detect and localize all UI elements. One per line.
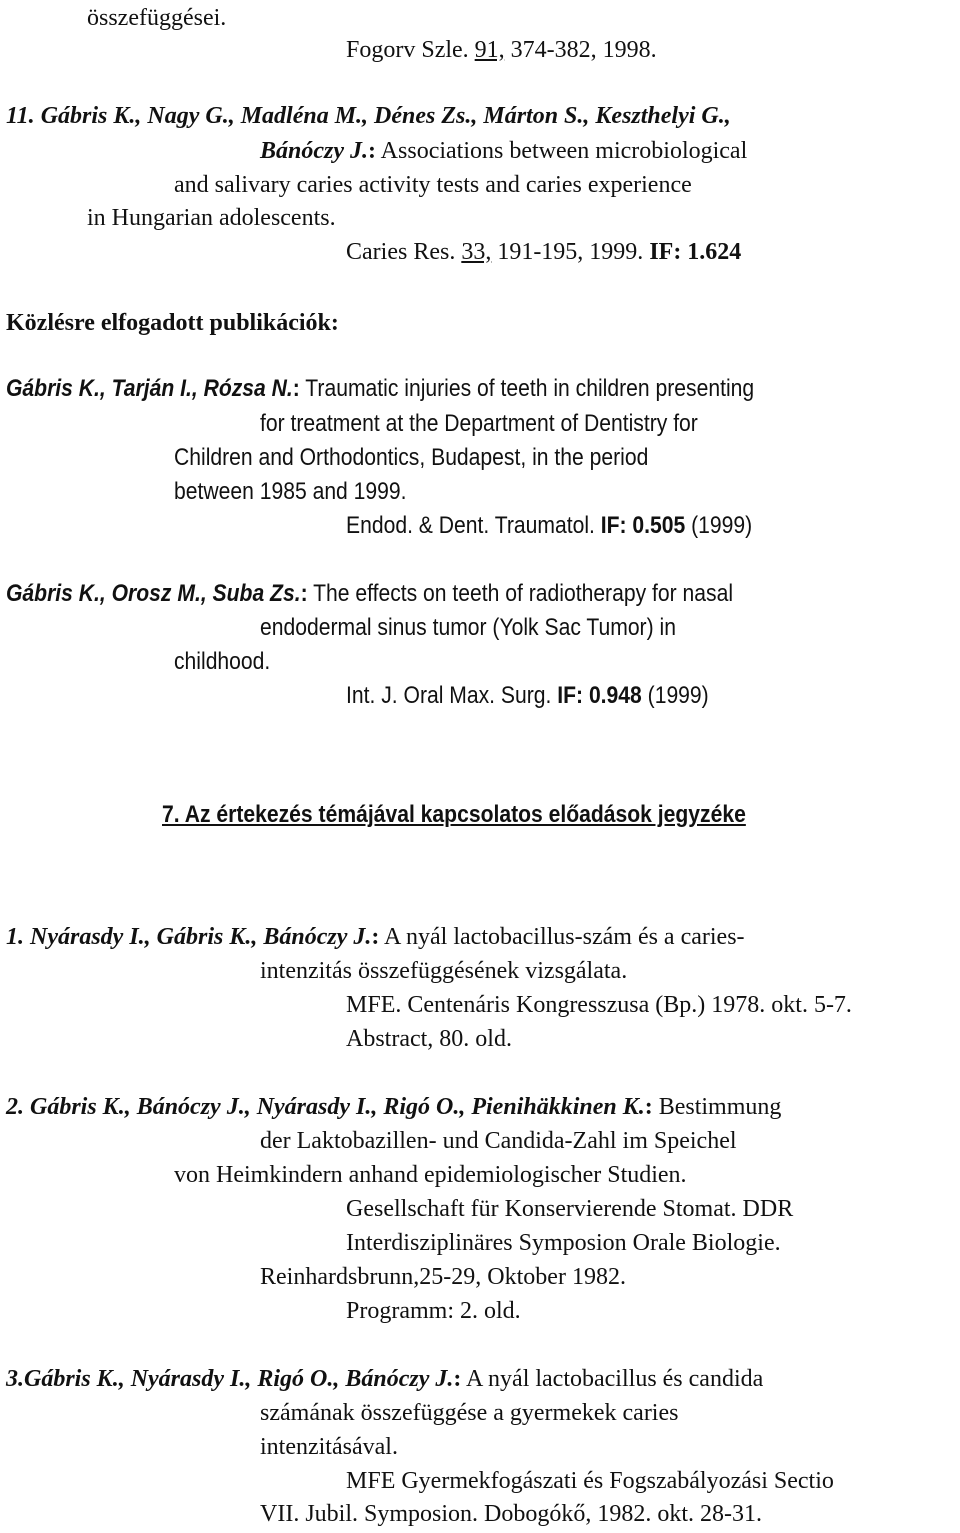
pub10-citation: Fogorv Szle. 91, 374-382, 1998. bbox=[346, 37, 657, 63]
accepted-publications-heading: Közlésre elfogadott publikációk: bbox=[6, 310, 339, 336]
acc2-authors-title: Gábris K., Orosz M., Suba Zs.: The effects on teeth of radiotherapy for nasal bbox=[6, 580, 734, 607]
talk3-authors-title: 3.Gábris K., Nyárasdy I., Rigó O., Bánóczy J.: A nyál lactobacillus és candida bbox=[6, 1366, 764, 1392]
talk2-venue-line2: Interdisziplinäres Symposion Orale Biologie. bbox=[346, 1230, 781, 1256]
talk3-venue-line1: MFE Gyermekfogászati és Fogszabályozási Sectio bbox=[346, 1468, 834, 1494]
talk1-venue-line1: MFE. Centenáris Kongresszusa (Bp.) 1978. okt. 5-7. bbox=[346, 992, 852, 1018]
talk1-venue-line2: Abstract, 80. old. bbox=[346, 1026, 512, 1052]
pub11-title-line2: and salivary caries activity tests and caries experience bbox=[174, 172, 692, 198]
talk2-title-line2: der Laktobazillen- und Candida-Zahl im Speichel bbox=[260, 1128, 737, 1154]
pub11-citation: Caries Res. 33, 191-195, 1999. IF: 1.624 bbox=[346, 239, 742, 265]
talk2-venue-line3: Reinhardsbrunn,25-29, Oktober 1982. bbox=[260, 1264, 626, 1290]
acc1-title-line3: Children and Orthodontics, Budapest, in the period bbox=[174, 444, 649, 471]
acc2-title-line2: endodermal sinus tumor (Yolk Sac Tumor) in bbox=[260, 614, 676, 641]
acc1-citation: Endod. & Dent. Traumatol. IF: 0.505 (1999) bbox=[346, 512, 753, 539]
talk3-title-line3: intenzitásával. bbox=[260, 1434, 398, 1460]
talk1-title-line2: intenzitás összefüggésének vizsgálata. bbox=[260, 958, 628, 984]
talk3-venue-line2: VII. Jubil. Symposion. Dobogókő, 1982. okt. 28-31. bbox=[260, 1501, 763, 1527]
acc2-citation: Int. J. Oral Max. Surg. IF: 0.948 (1999) bbox=[346, 682, 709, 709]
pub11-authors-line1: 11. Gábris K., Nagy G., Madléna M., Dénes Zs., Márton S., Keszthelyi G., bbox=[6, 103, 731, 129]
pub11-authors-title: Bánóczy J.: Associations between microbiological bbox=[260, 138, 748, 164]
talk2-authors-title: 2. Gábris K., Bánóczy J., Nyárasdy I., Rigó O., Pienihäkkinen K.: Bestimmung bbox=[6, 1094, 782, 1120]
acc1-title-line2: for treatment at the Department of Dentistry for bbox=[260, 410, 698, 437]
talk2-venue-line4: Programm: 2. old. bbox=[346, 1298, 521, 1324]
acc1-title-line4: between 1985 and 1999. bbox=[174, 478, 407, 505]
pub11-title-line3: in Hungarian adolescents. bbox=[87, 205, 336, 231]
acc2-title-line3: childhood. bbox=[174, 648, 271, 675]
talk2-venue-line1: Gesellschaft für Konservierende Stomat. DDR bbox=[346, 1196, 794, 1222]
acc1-authors-title: Gábris K., Tarján I., Rózsa N.: Traumatic injuries of teeth in children presenting bbox=[6, 375, 755, 402]
talk1-authors-title: 1. Nyárasdy I., Gábris K., Bánóczy J.: A nyál lactobacillus-szám és a caries- bbox=[6, 924, 745, 950]
pub10-title-end: összefüggései. bbox=[87, 5, 227, 31]
talk3-title-line2: számának összefüggése a gyermekek caries bbox=[260, 1400, 679, 1426]
talk2-title-line3: von Heimkindern anhand epidemiologischer Studien. bbox=[174, 1162, 687, 1188]
section-7-heading: 7. Az értekezés témájával kapcsolatos előadások jegyzéke bbox=[162, 801, 746, 828]
